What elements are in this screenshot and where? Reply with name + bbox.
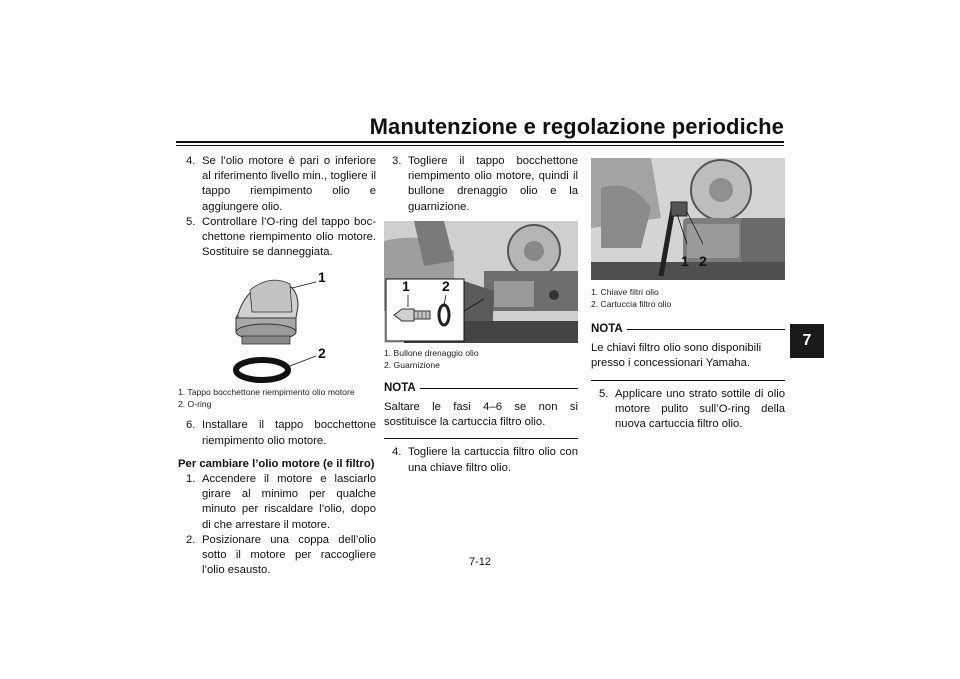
step-4: 4. Togliere la cartuccia filtro olio con una chiave filtro olio. (392, 446, 578, 474)
oil-filter-figure (591, 158, 785, 280)
callout-1: 1 (402, 277, 410, 294)
step-5: 5. Controllare l’O-ring del tappo bocchettone riempimento olio motore. Sostituire se danneggiata. (186, 215, 376, 259)
section-heading: Per cambiare l’olio motore (e il filtro) (178, 457, 375, 470)
oil-cap-figure (178, 266, 376, 384)
nota-heading: NOTA (384, 381, 578, 396)
figure-caption: 1. Chiave filtri olio 2. Cartuccia filtro olio (591, 287, 672, 309)
drain-bolt-figure (384, 221, 578, 343)
step-4: 4. Se l’olio motore è pari o inferiore al riferimento livello min., togliere il tappo riempimento olio e aggiungere olio. (186, 155, 376, 213)
header-rule-thin (176, 145, 784, 146)
column-3 (591, 154, 785, 432)
oil-cap-illustration (178, 266, 376, 384)
step-6: 6. Installare il tappo bocchettone riempimento olio motore. (186, 419, 376, 447)
header-rule (176, 141, 784, 143)
nota-text: Saltare le fasi 4–6 se non si sostituisce la cartuccia filtro olio. (384, 401, 578, 429)
callout-2: 2 (442, 277, 450, 294)
substep-1: 1. Accendere il motore e lasciarlo girare al minimo per qualche minuto per riscaldare l’olio, dopo di che arrestare il motore. (186, 473, 376, 531)
nota-heading: NOTA (591, 322, 785, 337)
step-5: 5. Applicare uno strato sottile di olio motore pulito sull’O-ring della nuova cartuccia filtro olio. (599, 387, 785, 431)
page-number: 7-12 (468, 556, 492, 568)
substep-2: 2. Posizionare una coppa dell’olio sotto il motore per raccogliere l’olio esausto. (186, 533, 376, 577)
nota-end-rule (591, 380, 785, 381)
chapter-tab: 7 (790, 324, 824, 358)
nota-end-rule (384, 438, 578, 439)
engine-photo (384, 221, 578, 343)
column-2 (384, 154, 578, 476)
page-title: Manutenzione e regolazione periodiche (369, 114, 784, 139)
figure-caption: 1. Bullone drenaggio olio 2. Guarnizione (384, 347, 479, 370)
column-1 (178, 154, 376, 578)
figure-caption: 1. Tappo bocchettone riempimento olio motore 2. O-ring (178, 387, 355, 410)
callout-2: 2 (318, 345, 326, 362)
nota-text: Le chiavi filtro olio sono disponibili presso i concessionari Yamaha. (591, 342, 762, 370)
callout-1: 1 (318, 269, 326, 286)
step-3: 3. Togliere il tappo bocchettone riempimento olio motore, quindi il bullone drenaggio olio e la guarnizione. (392, 155, 578, 213)
callout-2: 2 (699, 253, 707, 269)
callout-1: 1 (681, 253, 689, 269)
